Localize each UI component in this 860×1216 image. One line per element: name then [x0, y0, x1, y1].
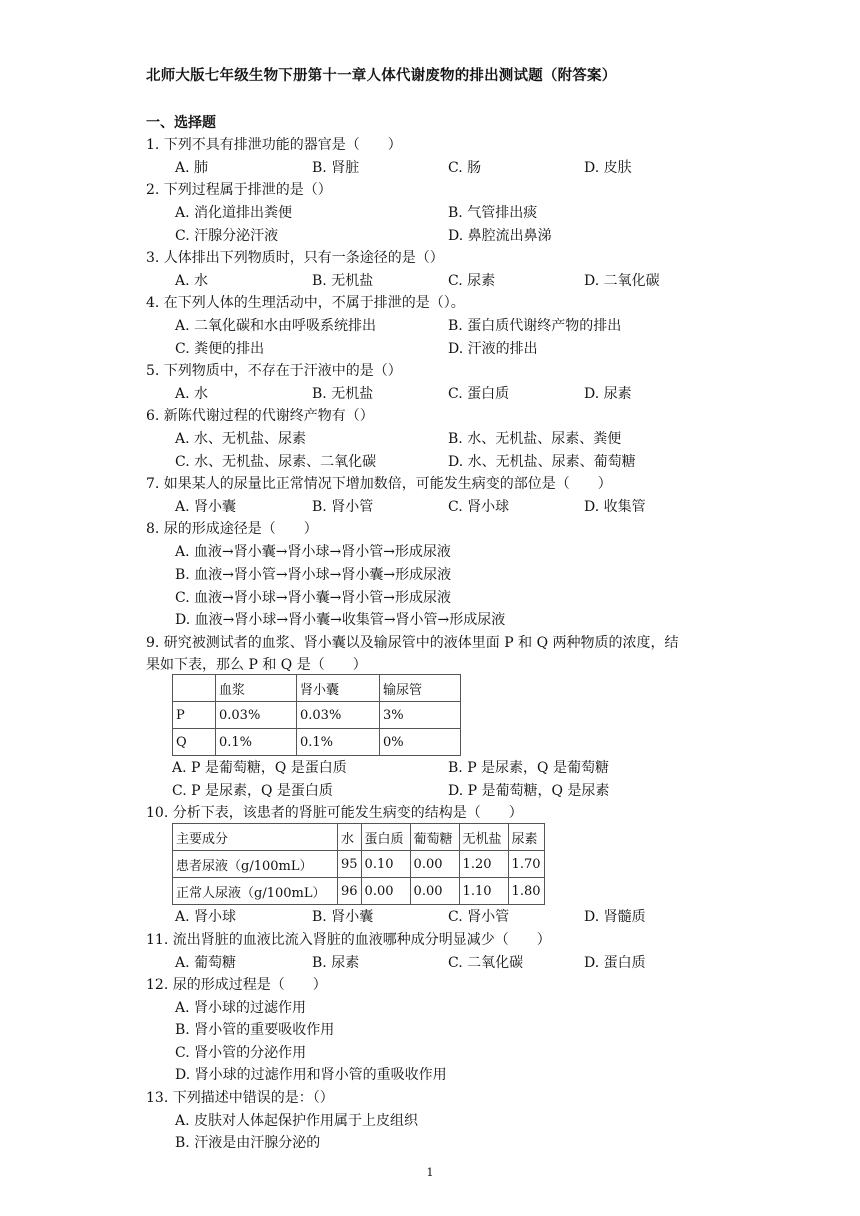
table-row	[173, 851, 545, 878]
q2-option-d: D. 鼻腔流出鼻涕	[448, 228, 552, 244]
table-header-row	[173, 824, 545, 851]
question-1: 1. 下列不具有排泄功能的器官是（ ）	[146, 137, 402, 153]
q12-option-d: D. 肾小球的过滤作用和肾小管的重吸收作用	[175, 1067, 447, 1083]
q4-option-d: D. 汗液的排出	[448, 341, 538, 357]
table-cell: 正常人尿液（g/100mL）	[173, 878, 338, 905]
table-cell: 0.1%	[297, 729, 380, 756]
q9-option-a: A. P 是葡萄糖，Q 是蛋白质	[172, 760, 347, 776]
q13-option-b: B. 汗液是由汗腺分泌的	[175, 1135, 321, 1151]
table-cell: 0.03%	[216, 702, 297, 729]
question-6: 6. 新陈代谢过程的代谢终产物有（）	[146, 408, 374, 424]
question-12: 12. 尿的形成过程是（ ）	[146, 977, 327, 993]
table-cell: 0.03%	[297, 702, 380, 729]
q4-option-c: C. 粪便的排出	[175, 341, 265, 357]
table-cell: 患者尿液（g/100mL）	[173, 851, 338, 878]
table-cell: 0.00	[410, 851, 459, 878]
q3-option-a: A. 水	[175, 273, 209, 289]
q1-option-d: D. 皮肤	[584, 160, 632, 176]
q3-option-d: D. 二氧化碳	[584, 273, 660, 289]
q2-option-a: A. 消化道排出粪便	[175, 205, 293, 221]
q12-option-a: A. 肾小球的过滤作用	[175, 1000, 307, 1016]
q5-option-b: B. 无机盐	[312, 386, 374, 402]
table-cell: 输尿管	[380, 675, 461, 702]
q11-option-b: B. 尿素	[312, 955, 360, 971]
q13-option-a: A. 皮肤对人体起保护作用属于上皮组织	[175, 1113, 419, 1129]
q8-option-c: C. 血液→肾小球→肾小囊→肾小管→形成尿液	[175, 590, 452, 606]
table-cell: Q	[173, 729, 216, 756]
question-10: 10. 分析下表，该患者的肾脏可能发生病变的结构是（ ）	[146, 805, 523, 821]
table-cell: 肾小囊	[297, 675, 380, 702]
q5-option-a: A. 水	[175, 386, 209, 402]
table-row	[173, 729, 461, 756]
table-cell: 0%	[380, 729, 461, 756]
table-cell: 尿素	[508, 824, 544, 851]
q9-option-b: B. P 是尿素，Q 是葡萄糖	[448, 760, 609, 776]
q11-option-c: C. 二氧化碳	[448, 955, 524, 971]
q5-option-c: C. 蛋白质	[448, 386, 510, 402]
q3-option-b: B. 无机盐	[312, 273, 374, 289]
table-cell	[173, 675, 216, 702]
q10-option-d: D. 肾髓质	[584, 909, 646, 925]
table-cell: 3%	[380, 702, 461, 729]
question-9-line-2: 果如下表，那么 P 和 Q 是（ ）	[146, 657, 367, 673]
table-cell: 无机盐	[459, 824, 508, 851]
q2-option-b: B. 气管排出痰	[448, 205, 538, 221]
q11-option-d: D. 蛋白质	[584, 955, 646, 971]
q12-option-c: C. 肾小管的分泌作用	[175, 1045, 307, 1061]
question-3: 3. 人体排出下列物质时，只有一条途径的是（）	[146, 250, 444, 266]
q8-option-a: A. 血液→肾小囊→肾小球→肾小管→形成尿液	[175, 544, 451, 560]
q7-option-d: D. 收集管	[584, 499, 646, 515]
table-cell: 1.10	[459, 878, 508, 905]
q6-option-d: D. 水、无机盐、尿素、葡萄糖	[448, 454, 636, 470]
table-cell: 0.1%	[216, 729, 297, 756]
q11-option-a: A. 葡萄糖	[175, 955, 237, 971]
table-cell: 血浆	[216, 675, 297, 702]
table-cell: 0.00	[410, 878, 459, 905]
table-cell: 1.80	[508, 878, 544, 905]
q3-option-c: C. 尿素	[448, 273, 496, 289]
question-5: 5. 下列物质中，不存在于汗液中的是（）	[146, 363, 402, 379]
question-13: 13. 下列描述中错误的是：（）	[146, 1090, 334, 1106]
section-heading: 一、选择题	[146, 115, 216, 131]
q12-option-b: B. 肾小管的重要吸收作用	[175, 1022, 335, 1038]
q6-option-a: A. 水、无机盐、尿素	[175, 431, 307, 447]
table-cell: P	[173, 702, 216, 729]
q9-option-c: C. P 是尿素，Q 是蛋白质	[172, 783, 333, 799]
q1-option-b: B. 肾脏	[312, 160, 360, 176]
question-8: 8. 尿的形成途径是（ ）	[146, 521, 318, 537]
table-cell: 1.20	[459, 851, 508, 878]
table-header-row	[173, 675, 461, 702]
q8-option-b: B. 血液→肾小管→肾小球→肾小囊→形成尿液	[175, 567, 452, 583]
table-cell: 水	[338, 824, 362, 851]
question-2: 2. 下列过程属于排泄的是（）	[146, 182, 332, 198]
table-cell: 96	[338, 878, 362, 905]
table-cell: 主要成分	[173, 824, 338, 851]
table-cell: 0.10	[361, 851, 410, 878]
table-cell: 95	[338, 851, 362, 878]
question-7: 7. 如果某人的尿量比正常情况下增加数倍，可能发生病变的部位是（ ）	[146, 476, 612, 492]
question-9-line-1: 9. 研究被测试者的血浆、肾小囊以及输尿管中的液体里面 P 和 Q 两种物质的浓度，结	[146, 635, 679, 651]
q10-option-a: A. 肾小球	[175, 909, 237, 925]
table-cell: 蛋白质	[361, 824, 410, 851]
q9-option-d: D. P 是葡萄糖，Q 是尿素	[448, 783, 610, 799]
table-row	[173, 702, 461, 729]
table-cell: 0.00	[361, 878, 410, 905]
q5-option-d: D. 尿素	[584, 386, 632, 402]
q4-option-a: A. 二氧化碳和水由呼吸系统排出	[175, 318, 377, 334]
q2-option-c: C. 汗腺分泌汗液	[175, 228, 279, 244]
q10-option-b: B. 肾小囊	[312, 909, 374, 925]
table-row	[173, 878, 545, 905]
table-cell: 葡萄糖	[410, 824, 459, 851]
q10-option-c: C. 肾小管	[448, 909, 510, 925]
q4-option-b: B. 蛋白质代谢终产物的排出	[448, 318, 622, 334]
document-title: 北师大版七年级生物下册第十一章人体代谢废物的排出测试题（附答案）	[146, 68, 617, 84]
q1-option-a: A. 肺	[175, 160, 209, 176]
question-4: 4. 在下列人体的生理活动中，不属于排泄的是（）。	[146, 295, 465, 311]
q7-option-a: A. 肾小囊	[175, 499, 237, 515]
q6-option-c: C. 水、无机盐、尿素、二氧化碳	[175, 454, 377, 470]
page-number: 1	[426, 1166, 434, 1179]
q6-option-b: B. 水、无机盐、尿素、粪便	[448, 431, 622, 447]
q7-option-c: C. 肾小球	[448, 499, 510, 515]
table-cell: 1.70	[508, 851, 544, 878]
q8-option-d: D. 血液→肾小球→肾小囊→收集管→肾小管→形成尿液	[175, 612, 506, 628]
q7-option-b: B. 肾小管	[312, 499, 374, 515]
q10-table	[172, 823, 545, 905]
q1-option-c: C. 肠	[448, 160, 482, 176]
q9-table	[172, 674, 461, 756]
question-11: 11. 流出肾脏的血液比流入肾脏的血液哪种成分明显减少（ ）	[146, 932, 551, 948]
